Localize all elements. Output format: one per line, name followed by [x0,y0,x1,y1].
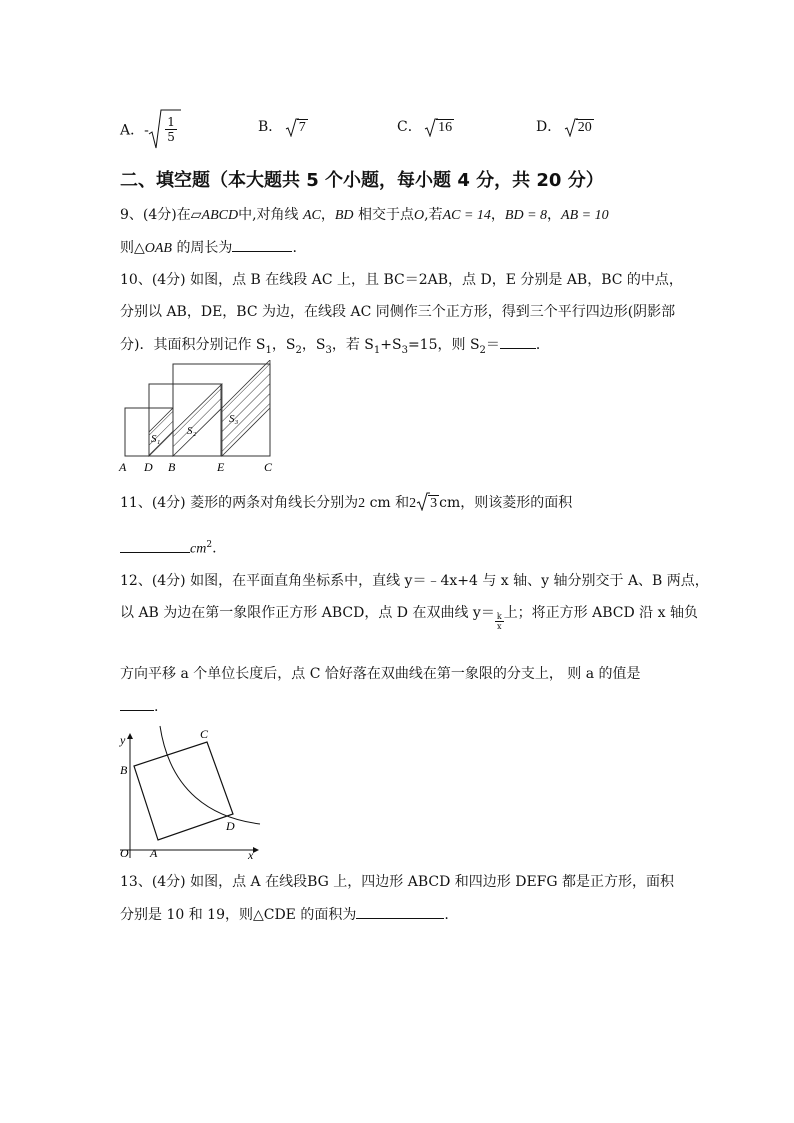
q13-line2 [120,904,449,925]
subscript: 2 [295,344,302,356]
parallelogram-s3 [222,360,270,456]
q11-text: ，则该菱形的面积 [460,495,573,511]
q12-line1: 12、(4分) 如图，在平面直角坐标系中，直线 y＝﹣4x+4 与 x 轴、y 轴分别交于 A、B 两点， [120,573,709,589]
label-b: B [120,763,128,777]
subscript: 3 [325,344,332,356]
parallelogram-symbol: ▱ABCD [190,208,239,223]
label-x: x [248,848,254,862]
label-o: O [120,846,129,860]
sqrt-expression [426,119,454,136]
q12-line4 [120,696,158,717]
q10-text: 分)．其面积分别记作 S [120,337,266,353]
q9-text: 9、(4分)在 [120,207,191,223]
radicand: 20 [577,120,592,135]
sqrt-expression [287,119,308,136]
label-c: C [200,727,209,741]
q9-text: ,若 [424,207,443,223]
option-b [258,116,308,136]
label-c: C [264,460,273,474]
q10-text: =15，则 S [407,337,480,353]
option-c [397,116,454,136]
radicand: 7 [298,120,306,135]
fraction-denominator: 5 [167,130,175,144]
q11-text: 和 [395,495,410,511]
parallelogram-s1 [149,408,173,456]
exponent: 2 [206,540,213,550]
denominator-x: x [497,621,502,631]
q10-text: ，S [271,337,296,353]
q12-figure [112,722,262,862]
equation-ac: AC = 14 [442,208,491,223]
separator: ， [320,207,335,223]
answer-blank[interactable] [356,904,444,919]
q10-text: ，若 S [331,337,374,353]
q11-end: . [212,540,217,557]
radical-sign-icon [424,117,438,137]
q9-text: 的周长为 [176,240,233,256]
q10-end: ． [535,337,550,353]
q9-line2 [120,237,297,259]
q12-end: . [154,699,159,715]
numerator-k: k [496,611,502,621]
q9-text: 中,对角线 [238,207,299,223]
point-o: O [414,208,425,223]
q13-line1: 13、(4分) 如图，点 A 在线段BG 上，四边形 ABCD 和四边形 DEFG 都是正方形，面积 [120,874,675,890]
option-d-label: D． [536,119,562,135]
subscript: 2 [479,344,486,356]
separator: ， [490,207,505,223]
radicand: 3 [430,496,438,511]
sqrt-expression [416,493,439,514]
q12-line2 [120,603,698,631]
label-s1: S₁ [151,433,161,445]
radical-sign-icon [285,117,299,137]
label-s3: S₃ [229,413,239,425]
label-d: D [226,819,235,833]
radical-sign-icon [564,117,578,137]
option-a-label: A．- [120,122,149,139]
subscript: 1 [265,344,272,356]
q9-text: 相交于点 [358,207,414,223]
answer-blank[interactable] [120,696,154,711]
diagonal-2-coef: 2 [409,496,417,511]
q10-figure [115,360,285,478]
section-title: 二、填空题（本大题共 5 个小题，每小题 4 分，共 20 分） [120,170,604,191]
label-a: A [119,460,127,474]
subscript: 3 [401,344,408,356]
q10-text: ，S [301,337,326,353]
triangle-oab: △OAB [134,241,172,256]
q10-text: +S [380,337,402,353]
radicand: 16 [438,120,453,135]
option-c-label: C． [397,119,422,135]
unit-cm: cm [190,541,207,557]
q11-text: 11、(4分) 菱形的两条对角线长分别为 [120,495,359,511]
q10-line1: 10、(4分) 如图，点 B 在线段 AC 上，且 BC＝2AB，点 D，E 分别是 AB，BC 的中点， [120,272,683,288]
sqrt-expression [566,119,594,136]
unit: cm [439,495,461,511]
fraction-numerator: 1 [167,115,175,129]
q12-text: 上；将正方形 ABCD 沿 x 轴负 [503,605,698,621]
parallelogram-s2 [173,384,222,456]
label-s2: S₂ [187,425,197,437]
separator: ， [547,207,562,223]
option-d [536,116,594,136]
q11-line2 [120,535,217,560]
segment-ac: AC [302,208,321,223]
hyperbola [160,726,260,824]
equation-bd: BD = 8 [504,208,548,223]
diagonal-1-value: 2 [358,496,366,511]
q9-text: 则 [120,240,134,256]
label-b: B [168,460,176,474]
label-e: E [217,460,225,474]
q10-text: ＝ [485,337,500,353]
radical-sign-icon [416,491,430,511]
q11-line1 [120,493,572,514]
unit: cm [369,495,391,511]
option-b-label: B． [258,119,283,135]
answer-blank[interactable] [120,538,190,553]
q10-line3 [120,334,550,361]
answer-blank[interactable] [500,334,536,349]
label-y: y [120,733,126,747]
equation-ab: AB = 10 [561,208,609,223]
subscript: 1 [373,344,381,356]
option-a [120,116,177,145]
q13-text: 分别是 10 和 19，则△CDE 的面积为 [120,907,357,923]
label-d: D [144,460,153,474]
answer-blank[interactable] [232,237,292,252]
q9-end: . [292,240,297,256]
label-a: A [150,846,158,860]
sqrt-fraction [153,116,177,145]
q12-text: 以 AB 为边在第一象限作正方形 ABCD，点 D 在双曲线 y＝ [120,605,495,621]
q12-line3: 方向平移 a 个单位长度后，点 C 恰好落在双曲线在第一象限的分支上， 则 a 的值是 [120,666,641,682]
q9-line1 [120,205,609,226]
segment-bd: BD [334,208,354,223]
square-abcd [134,742,233,840]
fraction-k-over-x [495,612,504,631]
q13-end: . [444,907,449,923]
q10-line2: 分别以 AB，DE，BC 为边，在线段 AC 同侧作三个正方形，得到三个平行四边形(阴影部 [120,304,676,320]
